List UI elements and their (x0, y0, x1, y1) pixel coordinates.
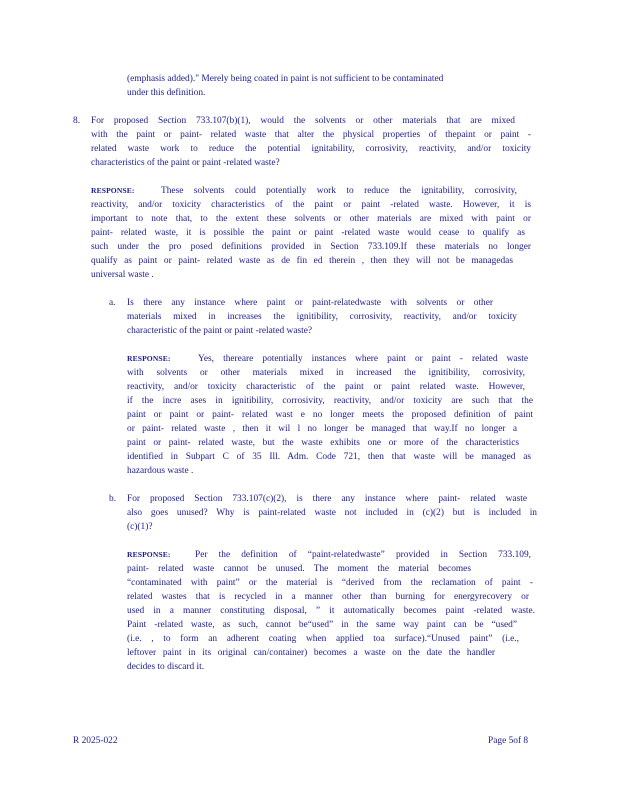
response-b-line: decides to discard it. (127, 662, 205, 672)
response-b-label: RESPONSE: (127, 550, 171, 559)
response-a-label: RESPONSE: (127, 354, 171, 363)
question-8-number: 8. (73, 116, 81, 126)
question-8-line: related waste work to reduce the potential ignitability, corrosivity, reactivity, and/or toxicity (91, 144, 531, 154)
response-b-line: related wastes that is recycled in a manner other than burning for energyrecovery or (127, 592, 529, 602)
response-a-line: if the incre ases in ignitibility, corrosivity, reactivity, and/or toxicity are such that the (127, 396, 533, 406)
response-8-line: paint- related waste, it is possible the paint or paint -related waste would cease to qualify as (91, 228, 525, 238)
response-a-line: identified in Subpart C of 35 Ill. Adm. Code 721, then that waste will be managed as (127, 452, 531, 462)
intro-line: under this definition. (127, 88, 206, 98)
response-b-line: leftover paint in its original can/container) becomes a waste on the date the handler (127, 648, 495, 658)
subquestion-b-line: For proposed Section 733.107(c)(2), is there any instance where paint- related waste (127, 494, 527, 504)
question-8-line: with the paint or paint- related waste that alter the physical properties of thepaint or paint - (91, 130, 531, 140)
response-8-line: These solvents could potentially work to reduce the ignitability, corrosivity, (161, 186, 517, 196)
subquestion-a-line: Is there any instance where paint or paint-relatedwaste with solvents or other (127, 298, 493, 308)
intro-line: (emphasis added)." Merely being coated in paint is not sufficient to be contaminated (127, 74, 444, 84)
footer-doc-id: R 2025-022 (73, 736, 118, 746)
footer-page-number: Page 5of 8 (488, 736, 529, 746)
question-8-line: For proposed Section 733.107(b)(1), would the solvents or other materials that are mixed (91, 116, 515, 126)
response-8-line: such under the pro posed definitions provided in Section 733.109.If these materials no longer (91, 242, 531, 252)
response-8-line: important to note that, to the extent these solvents or other materials are mixed with paint or (91, 214, 531, 224)
response-b-line: (i.e. , to form an adherent coating when applied toa surface).“Unused paint” (i.e., (127, 634, 519, 644)
response-b-line: paint- related waste cannot be unused. The moment the material becomes (127, 564, 471, 574)
response-b-line: Paint -related waste, as such, cannot be“used” in the same way paint can be “used” (127, 620, 517, 630)
response-a-line: paint or paint or paint- related wast e no longer meets the proposed definition of paint (127, 410, 533, 420)
response-a-line: with solvents or other materials mixed in increased the ignitibility, corrosivity, (127, 368, 525, 378)
subquestion-b-letter: b. (109, 494, 117, 504)
question-8-line: characteristics of the paint or paint -related waste? (91, 158, 280, 168)
subquestion-a-letter: a. (109, 298, 116, 308)
response-a-line: or paint- related waste , then it wil l no longer be managed that way.If no longer a (127, 424, 517, 434)
response-a-line: Yes, thereare potentially instances where paint or paint - related waste (198, 354, 528, 364)
response-a-line: paint or paint- related waste, but the waste exhibits one or more of the characteristics (127, 438, 519, 448)
response-b-line: used in a manner constituting disposal, ” it automatically becomes paint -related waste. (127, 606, 535, 616)
subquestion-b-line: (c)(1)? (127, 522, 153, 532)
response-b-line: “contaminated with paint” or the material is “derived from the reclamation of paint - (127, 578, 533, 588)
subquestion-a-line: characteristic of the paint or paint -related waste? (127, 326, 313, 336)
response-8-line: reactivity, and/or toxicity characteristics of the paint or paint -related waste. However, it is (91, 200, 531, 210)
response-8-line: universal waste . (91, 270, 154, 280)
response-a-line: reactivity, and/or toxicity characteristic of the paint or paint related waste. However, (127, 382, 525, 392)
subquestion-a-line: materials mixed in increases the ignitibility, corrosivity, reactivity, and/or toxicity (127, 312, 517, 322)
response-8-line: qualify as paint or paint- related waste as de fin ed therein , then they will not be managedas (91, 256, 513, 266)
subquestion-b-line: also goes unused? Why is paint-related waste not included in (c)(2) but is included in (127, 508, 537, 518)
response-a-line: hazardous waste . (127, 466, 194, 476)
response-b-line: Per the definition of “paint-relatedwaste” provided in Section 733.109, (195, 550, 531, 560)
response-8-label: RESPONSE: (91, 186, 135, 195)
